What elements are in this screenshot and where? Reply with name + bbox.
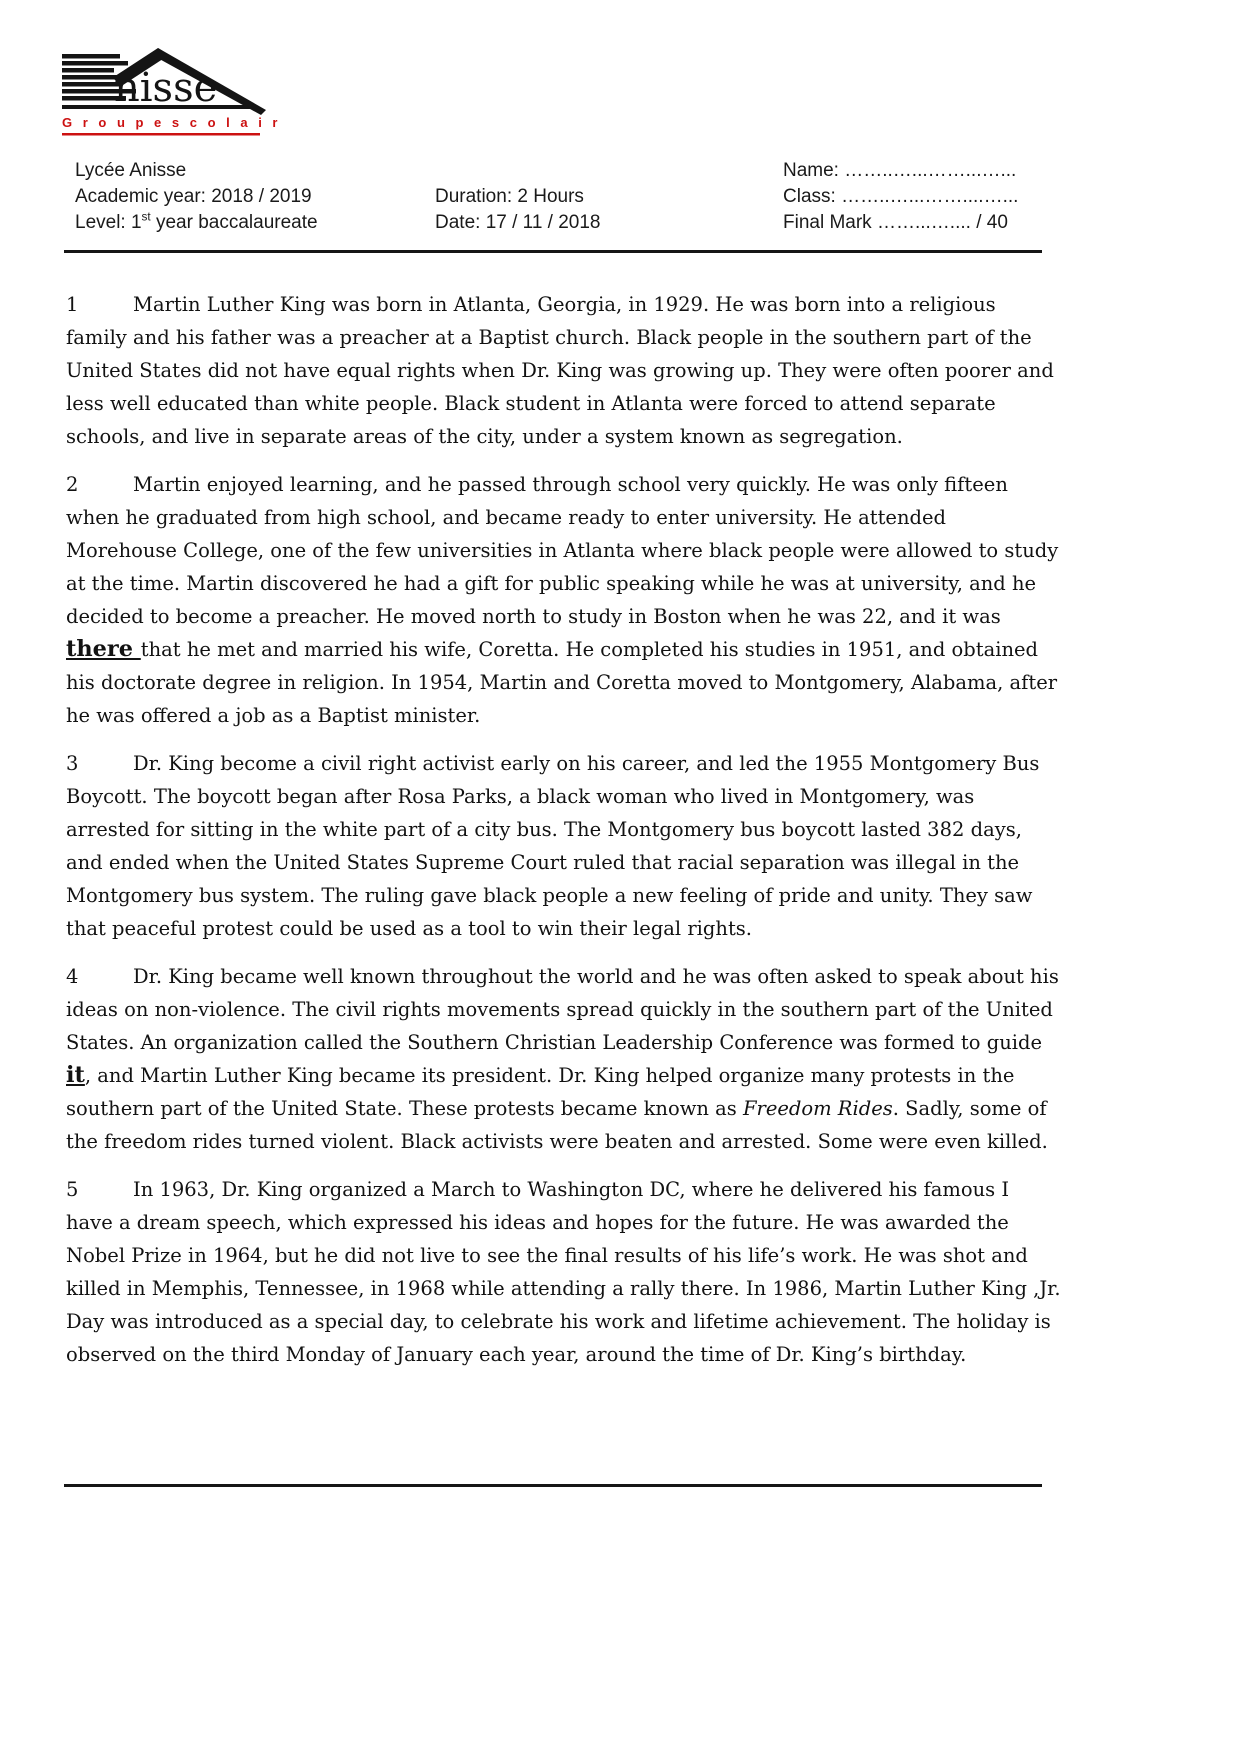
paragraph-text bbox=[66, 965, 1059, 1153]
header-divider bbox=[64, 250, 1042, 253]
logo-wordmark: nisse bbox=[114, 65, 218, 111]
paragraph-text bbox=[66, 752, 1039, 940]
class-blank: Class: ……..…...……....…... bbox=[783, 186, 1019, 207]
level-ordinal: st bbox=[141, 210, 151, 224]
paragraph-number: 4 bbox=[66, 965, 79, 988]
level-prefix: Level: 1 bbox=[75, 212, 142, 233]
paragraph-number: 1 bbox=[66, 293, 79, 316]
level-line bbox=[75, 210, 435, 236]
school-name: Lycée Anisse bbox=[75, 160, 187, 181]
passage-paragraph-2 bbox=[66, 468, 1062, 732]
name-blank: Name: ……..…...……...…... bbox=[783, 160, 1017, 181]
passage-text: Dr. King became well known throughout the world and he was often asked to speak about his ideas on non-violence. The civil rights movements spread quickly in the southern part of the United States. An organization called the Southern Christian Leadership Conference was formed to guide bbox=[66, 965, 1059, 1054]
passage-emphasis: there bbox=[66, 636, 141, 662]
passage-text: , and Martin Luther King became its president. Dr. King helped organize many protests in the southern part of the United State. These protests became known as bbox=[66, 1064, 1015, 1120]
passage-paragraph-3 bbox=[66, 747, 1062, 945]
paragraph-text bbox=[66, 1178, 1061, 1366]
paragraph-number: 2 bbox=[66, 473, 79, 496]
passage-text: Martin Luther King was born in Atlanta, Georgia, in 1929. He was born into a religious family and his father was a preacher at a Baptist church. Black people in the southern part of the United States did not have equal rights when Dr. King was growing up. They were often poorer and less well educated than white people. Black student in Atlanta were forced to attend separate schools, and live in separate areas of the city, under a system known as segregation. bbox=[66, 293, 1054, 448]
header-middle-column bbox=[435, 158, 783, 236]
paragraph-text bbox=[66, 293, 1054, 448]
level-suffix: year baccalaureate bbox=[150, 212, 318, 233]
reading-passage bbox=[66, 288, 1062, 1386]
passage-paragraph-1 bbox=[66, 288, 1062, 453]
paragraph-number: 5 bbox=[66, 1178, 79, 1201]
exam-header bbox=[75, 158, 1058, 236]
duration-line: Duration: 2 Hours bbox=[435, 186, 584, 207]
date-line: Date: 17 / 11 / 2018 bbox=[435, 212, 601, 233]
paragraph-text bbox=[66, 473, 1058, 727]
passage-emphasis: it bbox=[66, 1062, 85, 1088]
passage-paragraph-5 bbox=[66, 1173, 1062, 1371]
footer-divider bbox=[64, 1484, 1042, 1487]
school-logo bbox=[52, 44, 282, 144]
passage-emphasis: Freedom Rides bbox=[742, 1097, 893, 1120]
passage-text: Dr. King become a civil right activist early on his career, and led the 1955 Montgomery Bus Boycott. The boycott began after Rosa Parks, a black woman who lived in Montgomery, was arrested for sitting in the white part of a city bus. The Montgomery bus boycott lasted 382 days, and ended when the United States Supreme Court ruled that racial separation was illegal in the Montgomery bus system. The ruling gave black people a new feeling of pride and unity. They saw that peaceful protest could be used as a tool to win their legal rights. bbox=[66, 752, 1040, 940]
passage-text: In 1963, Dr. King organized a March to Washington DC, where he delivered his famous I have a dream speech, which expressed his ideas and hopes for the future. He was awarded the Nobel Prize in 1964, but he did not live to see the final results of his life’s work. He was shot and killed in Memphis, Tennessee, in 1968 while attending a rally there. In 1986, Martin Luther King ,Jr. Day was introduced as a special day, to celebrate his work and lifetime achievement. The holiday is observed on the third Monday of January each year, around the time of Dr. King’s birthday. bbox=[66, 1178, 1061, 1366]
header-right-column bbox=[783, 158, 1058, 236]
logo-subtitle: G r o u p e s c o l a i r e bbox=[62, 115, 282, 130]
academic-year: Academic year: 2018 / 2019 bbox=[75, 186, 312, 207]
passage-text: that he met and married his wife, Coretta. He completed his studies in 1951, and obtained his doctorate degree in religion. In 1954, Martin and Coretta moved to Montgomery, Alabama, after he was offered a job as a Baptist minister. bbox=[66, 638, 1058, 727]
passage-paragraph-4 bbox=[66, 960, 1062, 1158]
header-left-column bbox=[75, 158, 435, 236]
school-logo-graphic bbox=[52, 44, 282, 144]
logo-underline bbox=[62, 133, 260, 136]
passage-text: . Sadly, some of the freedom rides turned violent. Black activists were beaten and arrested. Some were even killed. bbox=[66, 1097, 1048, 1153]
passage-text: Martin enjoyed learning, and he passed through school very quickly. He was only fifteen when he graduated from high school, and became ready to enter university. He attended Morehouse College, one of the few universities in Atlanta where black people were allowed to study at the time. Martin discovered he had a gift for public speaking while he was at university, and he decided to become a preacher. He moved north to study in Boston when he was 22, and it was bbox=[66, 473, 1059, 628]
final-mark-blank: Final Mark ……...….... / 40 bbox=[783, 212, 1008, 233]
header-spacer bbox=[435, 158, 783, 184]
paragraph-number: 3 bbox=[66, 752, 79, 775]
